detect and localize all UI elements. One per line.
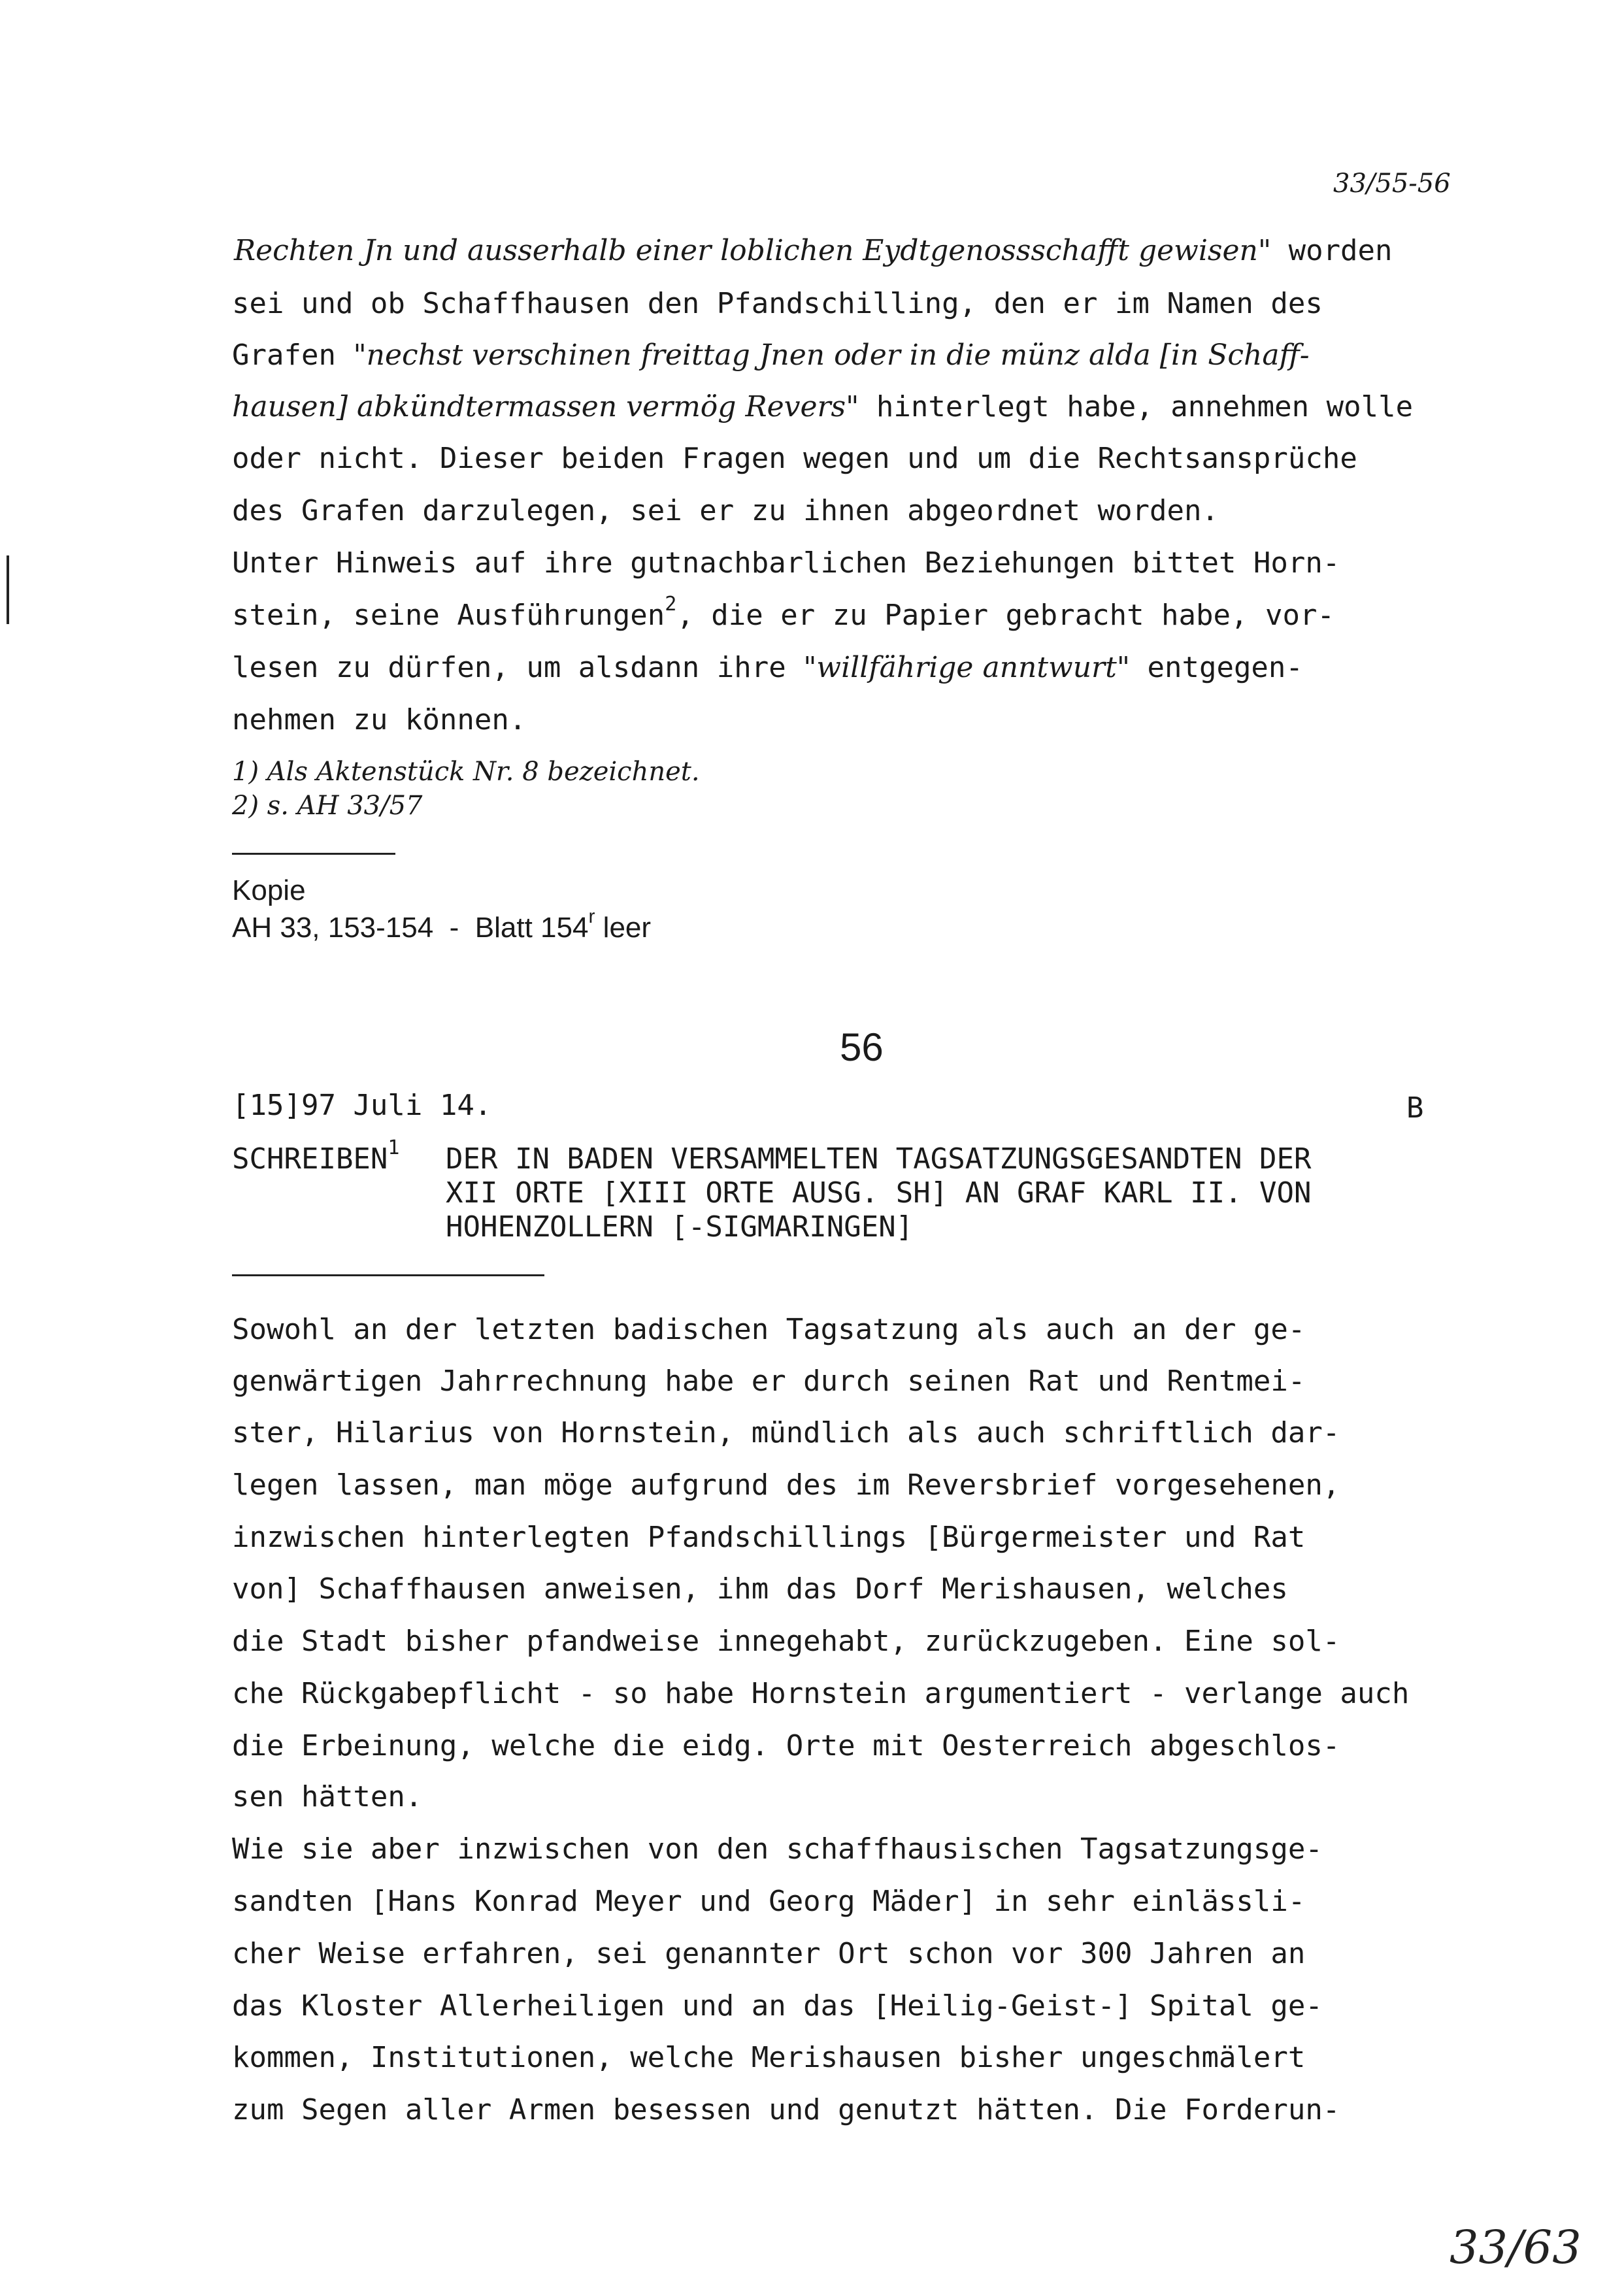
margin-mark <box>7 555 9 624</box>
text-line <box>234 234 1393 267</box>
separator-rule <box>232 1274 544 1276</box>
body-line: zum Segen aller Armen besessen und genutzt hätten. Die Forderun- <box>232 2093 1340 2126</box>
body-line: Sowohl an der letzten badischen Tagsatzung als auch an der ge- <box>232 1313 1306 1346</box>
text: hinterlegt habe, annehmen wolle <box>859 390 1414 423</box>
document-date: [15]97 Juli 14. <box>232 1089 492 1122</box>
text-line: nehmen zu können. <box>232 703 527 736</box>
body-line: die Stadt bisher pfandweise innegehabt, zurückzugeben. Eine sol- <box>232 1625 1340 1658</box>
source-label: Kopie <box>232 874 306 906</box>
body-line: legen lassen, man möge aufgrund des im Reversbrief vorgesehenen, <box>232 1468 1340 1502</box>
text: , die er zu Papier gebracht habe, vor- <box>676 599 1334 632</box>
quote: hausen] abkündtermassen vermög Revers" <box>232 390 859 423</box>
text-line <box>232 653 1303 682</box>
separator-rule <box>232 853 395 855</box>
footnote: 1) Als Aktenstück Nr. 8 bezeichnet. <box>232 757 700 787</box>
text: AH 33, 153-154 - Blatt 154 <box>232 912 589 944</box>
quote: "willfährige anntwurt" <box>803 651 1130 684</box>
body-line: sandten [Hans Konrad Meyer und Georg Mäder] in sehr einlässli- <box>232 1885 1306 1918</box>
source-reference <box>232 906 652 944</box>
text-line: sei und ob Schaffhausen den Pfandschilling, den er im Namen des <box>232 287 1323 320</box>
footnote-ref: 1 <box>388 1136 400 1159</box>
text: Grafen <box>232 339 354 372</box>
document-mark: B <box>1406 1091 1424 1125</box>
quote: "nechst verschinen freittag Jnen oder in die münz alda [in Schaff- <box>353 339 1310 372</box>
document-number: 56 <box>840 1025 884 1069</box>
text: leer <box>595 912 652 944</box>
body-line: Wie sie aber inzwischen von den schaffhausischen Tagsatzungsge- <box>232 1832 1323 1866</box>
heading-word <box>232 1136 400 1176</box>
text: SCHREIBEN <box>232 1142 388 1176</box>
text-line <box>232 593 1334 632</box>
text-line: oder nicht. Dieser beiden Fragen wegen und um die Rechtsansprüche <box>232 442 1357 475</box>
superscript: r <box>588 906 595 927</box>
body-line: das Kloster Allerheiligen und an das [Heilig-Geist-] Spital ge- <box>232 1989 1323 2023</box>
body-line: die Erbeinung, welche die eidg. Orte mit Oesterreich abgeschlos- <box>232 1729 1340 1762</box>
text-line: Unter Hinweis auf ihre gutnachbarlichen Beziehungen bittet Horn- <box>232 546 1340 580</box>
text-line <box>232 341 1310 370</box>
body-line: sen hätten. <box>232 1780 423 1813</box>
body-line: inzwischen hinterlegten Pfandschillings [Bürgermeister und Rat <box>232 1521 1306 1554</box>
body-line: von] Schaffhausen anweisen, ihm das Dorf Merishausen, welches <box>232 1572 1288 1606</box>
text: worden <box>1271 234 1393 267</box>
body-line: cher Weise erfahren, sei genannter Ort schon vor 300 Jahren an <box>232 1937 1306 1970</box>
footnote: 2) s. AH 33/57 <box>232 791 423 821</box>
heading-line: XII ORTE [XIII ORTE AUSG. SH] AN GRAF KARL II. VON <box>446 1176 1312 1210</box>
body-line: ster, Hilarius von Hornstein, mündlich als auch schriftlich dar- <box>232 1416 1340 1449</box>
body-line: kommen, Institutionen, welche Merishausen bisher ungeschmälert <box>232 2041 1306 2074</box>
page-reference: 33/55-56 <box>1333 169 1451 199</box>
footnote-ref: 2 <box>665 593 677 616</box>
text: entgegen- <box>1130 651 1303 684</box>
quote: Rechten Jn und ausserhalb einer loblichen Eydtgenossschafft gewisen" <box>234 234 1272 267</box>
heading-line: DER IN BADEN VERSAMMELTEN TAGSATZUNGSGESANDTEN DER <box>446 1142 1312 1176</box>
text-line: des Grafen darzulegen, sei er zu ihnen abgeordnet worden. <box>232 494 1219 527</box>
heading-line: HOHENZOLLERN [-SIGMARINGEN] <box>446 1210 914 1244</box>
body-line: che Rückgabepflicht - so habe Hornstein argumentiert - verlange auch <box>232 1677 1410 1710</box>
text: lesen zu dürfen, um alsdann ihre <box>232 651 804 684</box>
text-line <box>232 390 1414 423</box>
body-line: genwärtigen Jahrrechnung habe er durch seinen Rat und Rentmei- <box>232 1364 1306 1398</box>
text: stein, seine Ausführungen <box>232 599 665 632</box>
handwritten-reference: 33/63 <box>1450 2221 1582 2274</box>
